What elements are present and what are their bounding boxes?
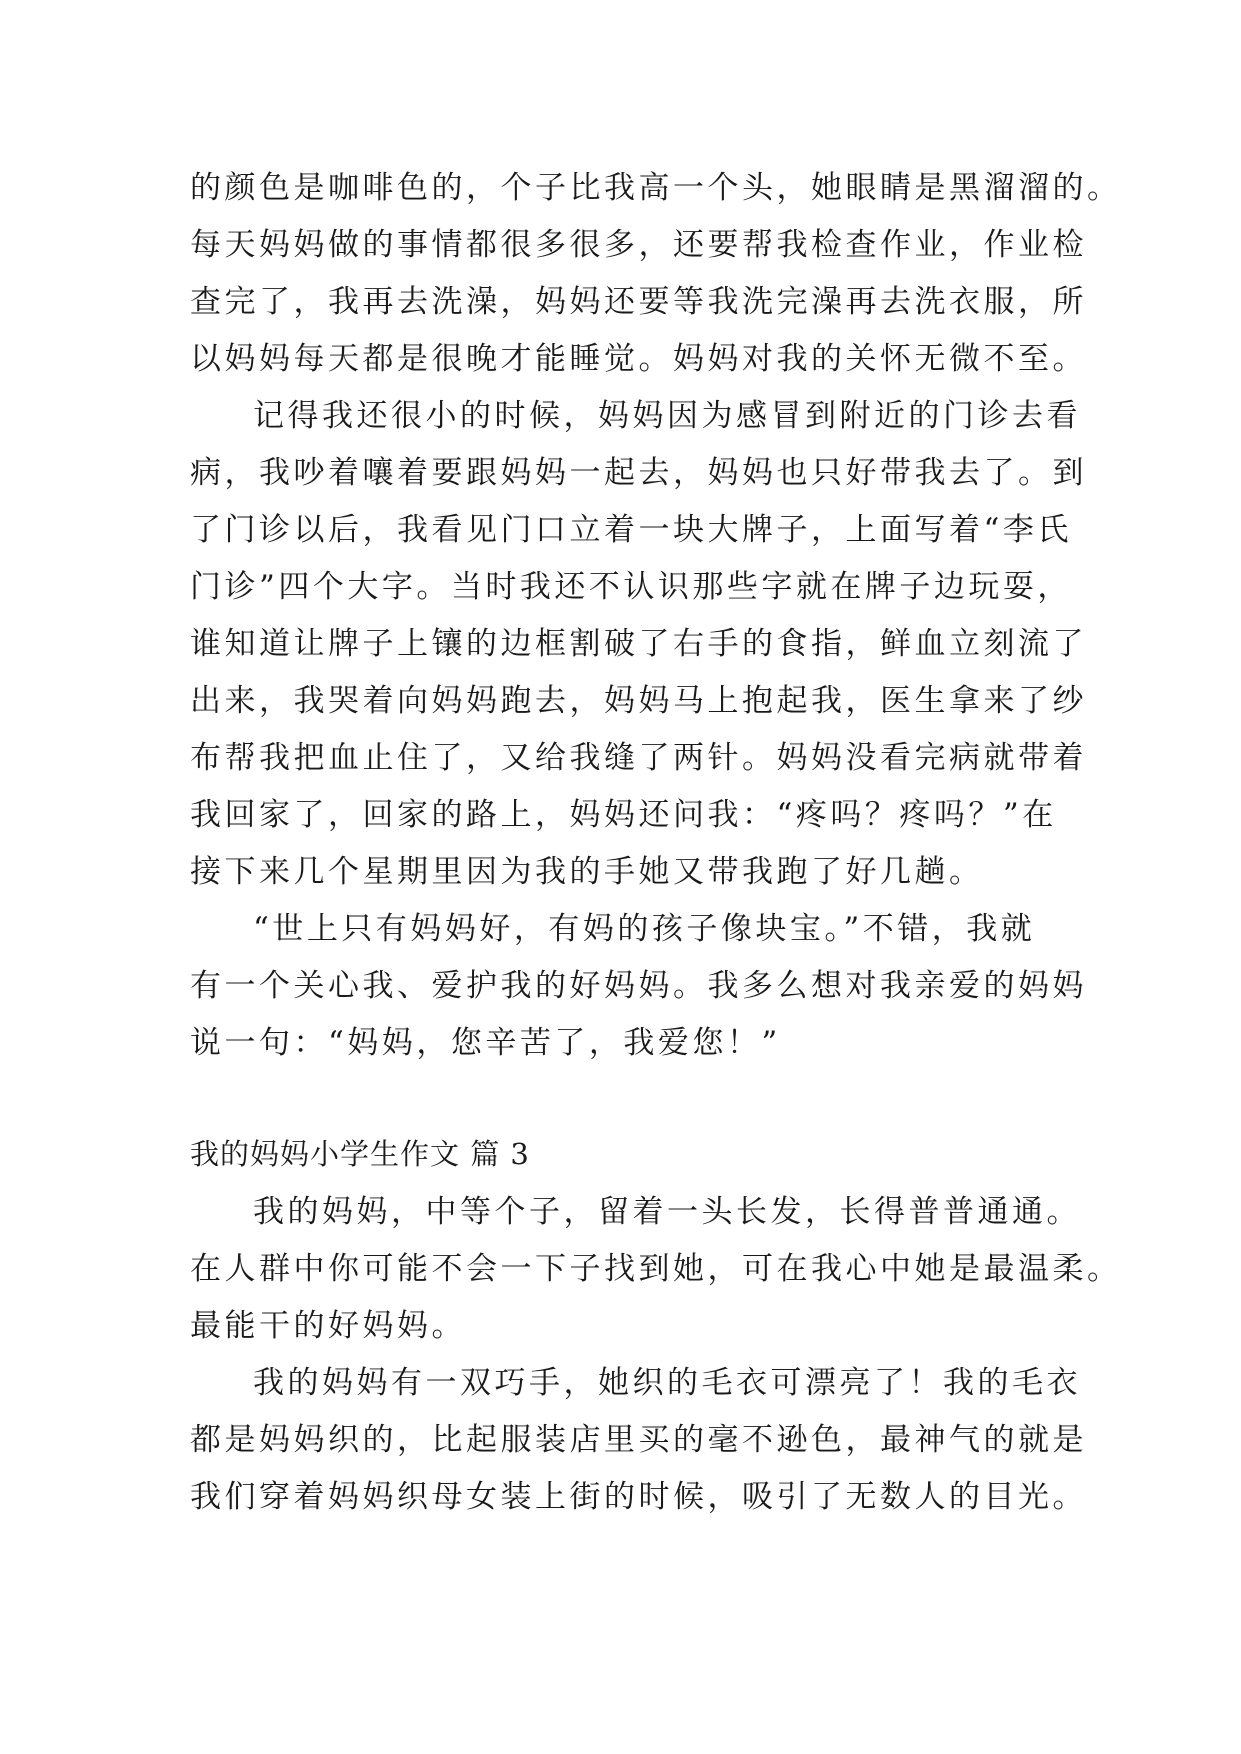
paragraph-line: 以妈妈每天都是很晚才能睡觉。妈妈对我的关怀无微不至。 [190,341,1087,377]
paragraph-line: 的颜色是咖啡色的，个子比我高一个头，她眼睛是黑溜溜的。 [190,170,1122,206]
paragraph-line: 出来，我哭着向妈妈跑去，妈妈马上抱起我，医生拿来了纱 [190,683,1087,719]
paragraph-line: 病，我吵着嚷着要跟妈妈一起去，妈妈也只好带我去了。到 [190,455,1087,491]
paragraph-line: 了门诊以后，我看见门口立着一块大牌子，上面写着“李氏 [190,512,1072,548]
paragraph-line: 门诊”四个大字。当时我还不认识那些字就在牌子边玩耍， [190,569,1072,605]
paragraph-line: 我回家了，回家的路上，妈妈还问我：“疼吗？疼吗？”在 [190,797,1057,833]
paragraph-line: 在人群中你可能不会一下子找到她，可在我心中她是最温柔。 [190,1251,1122,1287]
paragraph-line: 谁知道让牌子上镶的边框割破了右手的食指，鲜血立刻流了 [190,626,1087,662]
paragraph-line: 接下来几个星期里因为我的手她又带我跑了好几趟。 [190,854,984,890]
paragraph-line: 每天妈妈做的事情都很多很多，还要帮我检查作业，作业检 [190,227,1087,263]
section-heading: 我的妈妈小学生作文 篇 3 [190,1137,530,1171]
paragraph-line: 记得我还很小的时候，妈妈因为感冒到附近的门诊去看 [253,398,1081,434]
paragraph-line: 布帮我把血止住了，又给我缝了两针。妈妈没看完病就带着 [190,740,1087,776]
paragraph-line: 说一句：“妈妈，您辛苦了，我爱您！” [190,1025,781,1061]
paragraph-line: 我们穿着妈妈织母女装上街的时候，吸引了无数人的目光。 [190,1479,1087,1515]
paragraph-line: 查完了，我再去洗澡，妈妈还要等我洗完澡再去洗衣服，所 [190,284,1087,320]
paragraph-line: 都是妈妈织的，比起服装店里买的毫不逊色，最神气的就是 [190,1422,1087,1458]
paragraph-line: “世上只有妈妈好，有妈的孩子像块宝。”不错，我就 [253,911,1036,947]
paragraph-line: 有一个关心我、爱护我的好妈妈。我多么想对我亲爱的妈妈 [190,968,1087,1004]
paragraph-line: 我的妈妈有一双巧手，她织的毛衣可漂亮了！我的毛衣 [253,1365,1081,1401]
paragraph-line: 最能干的好妈妈。 [190,1308,466,1344]
paragraph-line: 我的妈妈，中等个子，留着一头长发，长得普普通通。 [253,1194,1081,1230]
